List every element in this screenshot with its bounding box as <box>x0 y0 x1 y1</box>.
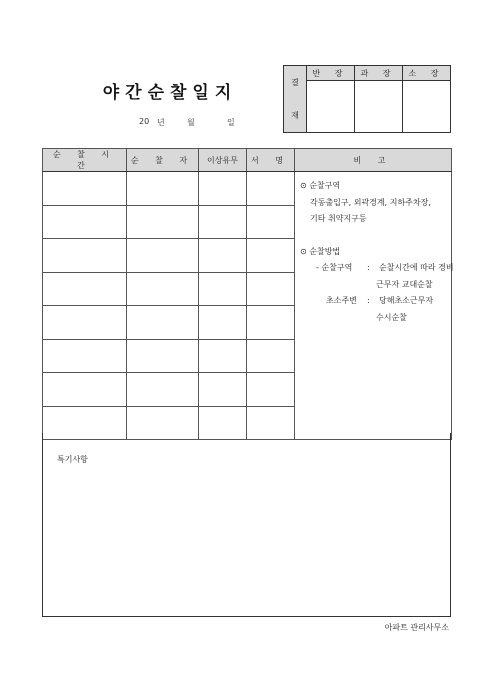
note-zone-line2: 기타 취약지구등 <box>310 214 367 223</box>
cell-patroller[interactable] <box>127 306 199 340</box>
cell-anomaly[interactable] <box>199 272 247 306</box>
cell-anomaly[interactable] <box>199 373 247 407</box>
document-title: 야간순찰일지 <box>102 83 238 103</box>
header-signature: 서 명 <box>247 149 295 172</box>
cell-time[interactable] <box>43 172 127 206</box>
cell-patroller[interactable] <box>127 272 199 306</box>
cell-anomaly[interactable] <box>199 306 247 340</box>
cell-patroller[interactable] <box>127 205 199 239</box>
note-zone-line1: 각동출입구, 외곽경계, 지하주차장, <box>310 197 431 207</box>
footer-office: 아파트 관리사무소 <box>384 623 449 632</box>
approval-side-label <box>284 66 307 133</box>
note-item1-text2: 근무자 교대순찰 <box>376 279 433 289</box>
cell-time[interactable] <box>43 306 127 340</box>
cell-signature[interactable] <box>247 205 295 239</box>
note-item2-text1: 당해초소근무자 <box>379 296 434 305</box>
cell-signature[interactable] <box>247 172 295 206</box>
note-item2-label: 초소주변 <box>326 296 357 305</box>
cell-time[interactable] <box>43 205 127 239</box>
note-method-title: ⊙ 순찰방법 <box>300 246 341 256</box>
approval-side-char-1: 결 <box>291 78 299 87</box>
header-remarks: 비 고 <box>295 149 452 172</box>
approval-side-char-2: 재 <box>291 111 299 120</box>
cell-signature[interactable] <box>247 239 295 273</box>
approval-header-director: 소 장 <box>403 66 451 81</box>
cell-time[interactable] <box>43 272 127 306</box>
cell-anomaly[interactable] <box>199 339 247 373</box>
cell-signature[interactable] <box>247 339 295 373</box>
header-patrol-time: 순 찰 시 간 <box>43 149 127 172</box>
header-anomaly: 이상유무 <box>199 149 247 172</box>
approval-header-team-leader: 반 장 <box>307 66 355 81</box>
special-notes-box[interactable] <box>42 433 451 617</box>
cell-patroller[interactable] <box>127 339 199 373</box>
cell-time[interactable] <box>43 339 127 373</box>
cell-patroller[interactable] <box>127 239 199 273</box>
note-item2-text2: 수시순찰 <box>376 312 407 322</box>
header-patroller: 순 찰 자 <box>127 149 199 172</box>
note-item1 <box>300 260 454 277</box>
cell-signature[interactable] <box>247 306 295 340</box>
date-month-label: 월 <box>187 118 195 127</box>
patrol-log-table <box>42 148 452 440</box>
note-zone-title: ⊙ 순찰구역 <box>300 181 341 190</box>
note-item1-colon: : <box>367 263 370 272</box>
cell-anomaly[interactable] <box>199 172 247 206</box>
date-year-prefix: 20 <box>139 117 150 126</box>
cell-signature[interactable] <box>247 272 295 306</box>
approval-sign-team-leader[interactable] <box>307 81 355 133</box>
approval-sign-section-chief[interactable] <box>355 81 403 133</box>
approval-box <box>283 65 451 133</box>
note-item2-colon: : <box>367 296 370 305</box>
date-year-label: 년 <box>157 118 165 127</box>
remarks-notes <box>295 172 452 440</box>
cell-patroller[interactable] <box>127 172 199 206</box>
cell-time[interactable] <box>43 373 127 407</box>
date-day-label: 일 <box>227 118 235 127</box>
cell-anomaly[interactable] <box>199 205 247 239</box>
note-item1-text1: 순찰시간에 따라 경비 <box>379 263 454 272</box>
cell-patroller[interactable] <box>127 373 199 407</box>
cell-signature[interactable] <box>247 373 295 407</box>
cell-anomaly[interactable] <box>199 239 247 273</box>
special-notes-label: 특기사항 <box>57 455 88 464</box>
approval-sign-director[interactable] <box>403 81 451 133</box>
note-item1-label: - 순찰구역 <box>316 263 353 272</box>
approval-header-section-chief: 과 장 <box>355 66 403 81</box>
note-item2 <box>300 293 445 310</box>
cell-time[interactable] <box>43 239 127 273</box>
